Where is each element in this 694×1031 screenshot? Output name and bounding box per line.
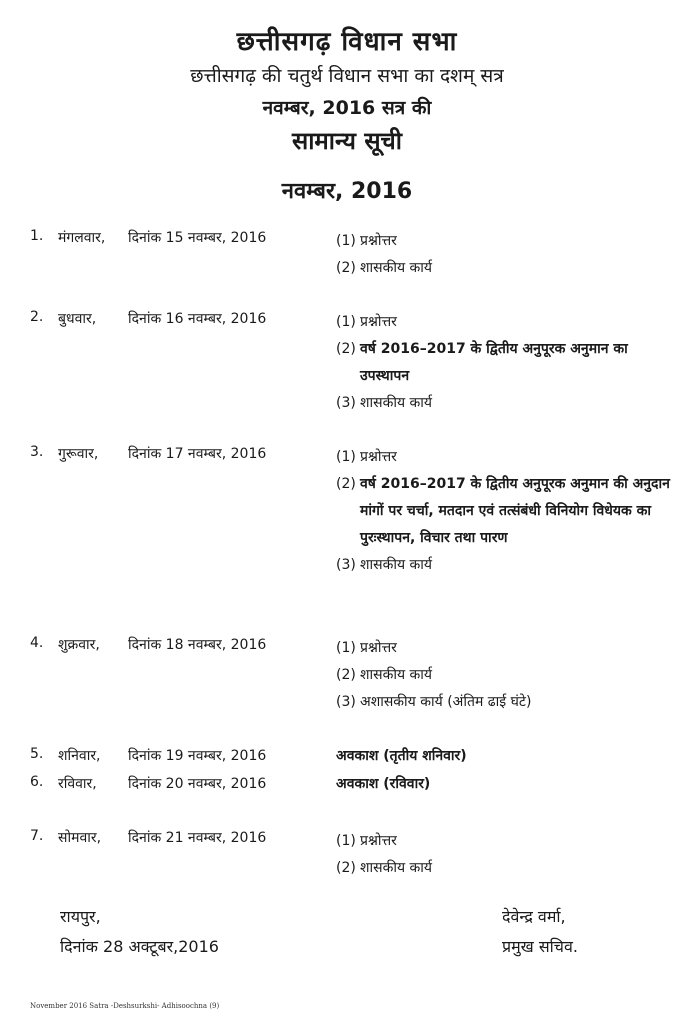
session-subtitle: छत्तीसगढ़ की चतुर्थ विधान सभा का दशम् सत्र bbox=[190, 65, 504, 87]
item-number: (2) bbox=[336, 260, 356, 276]
item-number: (1) bbox=[336, 449, 356, 465]
entry-date: दिनांक 19 नवम्बर, 2016 bbox=[128, 748, 267, 764]
item-text: प्रश्नोत्तर bbox=[360, 449, 397, 465]
entry-day: गुरूवार, bbox=[58, 446, 99, 462]
agenda-item bbox=[336, 255, 681, 282]
entry-number: 5. bbox=[30, 746, 44, 762]
entry-day: रविवार, bbox=[58, 776, 97, 792]
place: रायपुर, bbox=[60, 907, 101, 926]
entry-day: मंगलवार, bbox=[58, 230, 106, 246]
entry-number: 4. bbox=[30, 635, 44, 651]
agenda-item bbox=[336, 828, 681, 855]
item-number: (2) bbox=[336, 860, 356, 876]
entry-number: 7. bbox=[30, 828, 44, 844]
session-label: नवम्बर, 2016 सत्र की bbox=[262, 97, 432, 119]
item-number: (2) bbox=[336, 341, 356, 357]
issue-date: दिनांक 28 अक्टूबर,2016 bbox=[60, 937, 219, 956]
agenda-item bbox=[336, 635, 681, 662]
item-text: शासकीय कार्य bbox=[360, 667, 433, 683]
entry-day: शनिवार, bbox=[58, 748, 101, 764]
item-number: (1) bbox=[336, 833, 356, 849]
item-number: (2) bbox=[336, 667, 356, 683]
item-text: शासकीय कार्य bbox=[360, 860, 433, 876]
agenda-items bbox=[336, 444, 681, 579]
agenda-item bbox=[336, 689, 681, 716]
holiday-label: अवकाश (रविवार) bbox=[336, 776, 431, 792]
agenda-item bbox=[336, 471, 681, 552]
signatory-name: देवेन्द्र वर्मा, bbox=[502, 907, 566, 926]
agenda-item bbox=[336, 444, 681, 471]
entry-date: दिनांक 21 नवम्बर, 2016 bbox=[128, 830, 267, 846]
item-number: (1) bbox=[336, 233, 356, 249]
signatory-designation: प्रमुख सचिव. bbox=[502, 937, 578, 956]
agenda-items bbox=[336, 228, 681, 282]
entry-day: सोमवार, bbox=[58, 830, 102, 846]
entry-date: दिनांक 17 नवम्बर, 2016 bbox=[128, 446, 267, 462]
place-date-block bbox=[60, 902, 219, 962]
file-note: November 2016 Satra -Deshsurkshi- Adhisoochna (9) bbox=[30, 1002, 220, 1010]
agenda-item bbox=[336, 390, 681, 417]
entry-date: दिनांक 20 नवम्बर, 2016 bbox=[128, 776, 267, 792]
agenda-item bbox=[336, 552, 681, 579]
item-text: अशासकीय कार्य (अंतिम ढाई घंटे) bbox=[360, 694, 532, 710]
item-number: (3) bbox=[336, 395, 356, 411]
item-text: प्रश्नोत्तर bbox=[360, 233, 397, 249]
agenda-items bbox=[336, 828, 681, 882]
entry-date: दिनांक 15 नवम्बर, 2016 bbox=[128, 230, 267, 246]
item-number: (1) bbox=[336, 640, 356, 656]
agenda-item bbox=[336, 662, 681, 689]
entry-date: दिनांक 18 नवम्बर, 2016 bbox=[128, 637, 267, 653]
item-text: प्रश्नोत्तर bbox=[360, 314, 397, 330]
agenda-item bbox=[336, 855, 681, 882]
item-text: शासकीय कार्य bbox=[360, 260, 433, 276]
entry-date: दिनांक 16 नवम्बर, 2016 bbox=[128, 311, 267, 327]
entry-number: 1. bbox=[30, 228, 44, 244]
entry-number: 3. bbox=[30, 444, 44, 460]
holiday-label: अवकाश (तृतीय शनिवार) bbox=[336, 748, 467, 764]
entry-number: 6. bbox=[30, 774, 44, 790]
month-heading: नवम्बर, 2016 bbox=[281, 179, 413, 204]
item-text: शासकीय कार्य bbox=[360, 557, 433, 573]
agenda-item bbox=[336, 336, 681, 390]
item-number: (3) bbox=[336, 694, 356, 710]
item-text: प्रश्नोत्तर bbox=[360, 640, 397, 656]
agenda-item bbox=[336, 309, 681, 336]
assembly-title: छत्तीसगढ़ विधान सभा bbox=[236, 27, 458, 57]
item-text: वर्ष 2016–2017 के द्वितीय अनुपूरक अनुमान का उपस्थापन bbox=[360, 341, 628, 384]
agenda-items bbox=[336, 635, 681, 716]
agenda-item bbox=[336, 228, 681, 255]
agenda-items bbox=[336, 309, 681, 417]
item-text: वर्ष 2016–2017 के द्वितीय अनुपूरक अनुमान की अनुदान मांगों पर चर्चा, मतदान एवं तत्संबंधी विनियोग विधेयक का पुरःस्थापन, विचार तथा पारण bbox=[360, 476, 670, 546]
signature-block bbox=[502, 902, 578, 962]
entry-day: बुधवार, bbox=[58, 311, 97, 327]
list-title: सामान्य सूची bbox=[291, 127, 403, 155]
entry-number: 2. bbox=[30, 309, 44, 325]
item-number: (1) bbox=[336, 314, 356, 330]
item-text: शासकीय कार्य bbox=[360, 395, 433, 411]
entry-day: शुक्रवार, bbox=[58, 637, 100, 653]
item-text: प्रश्नोत्तर bbox=[360, 833, 397, 849]
item-number: (3) bbox=[336, 557, 356, 573]
item-number: (2) bbox=[336, 476, 356, 492]
